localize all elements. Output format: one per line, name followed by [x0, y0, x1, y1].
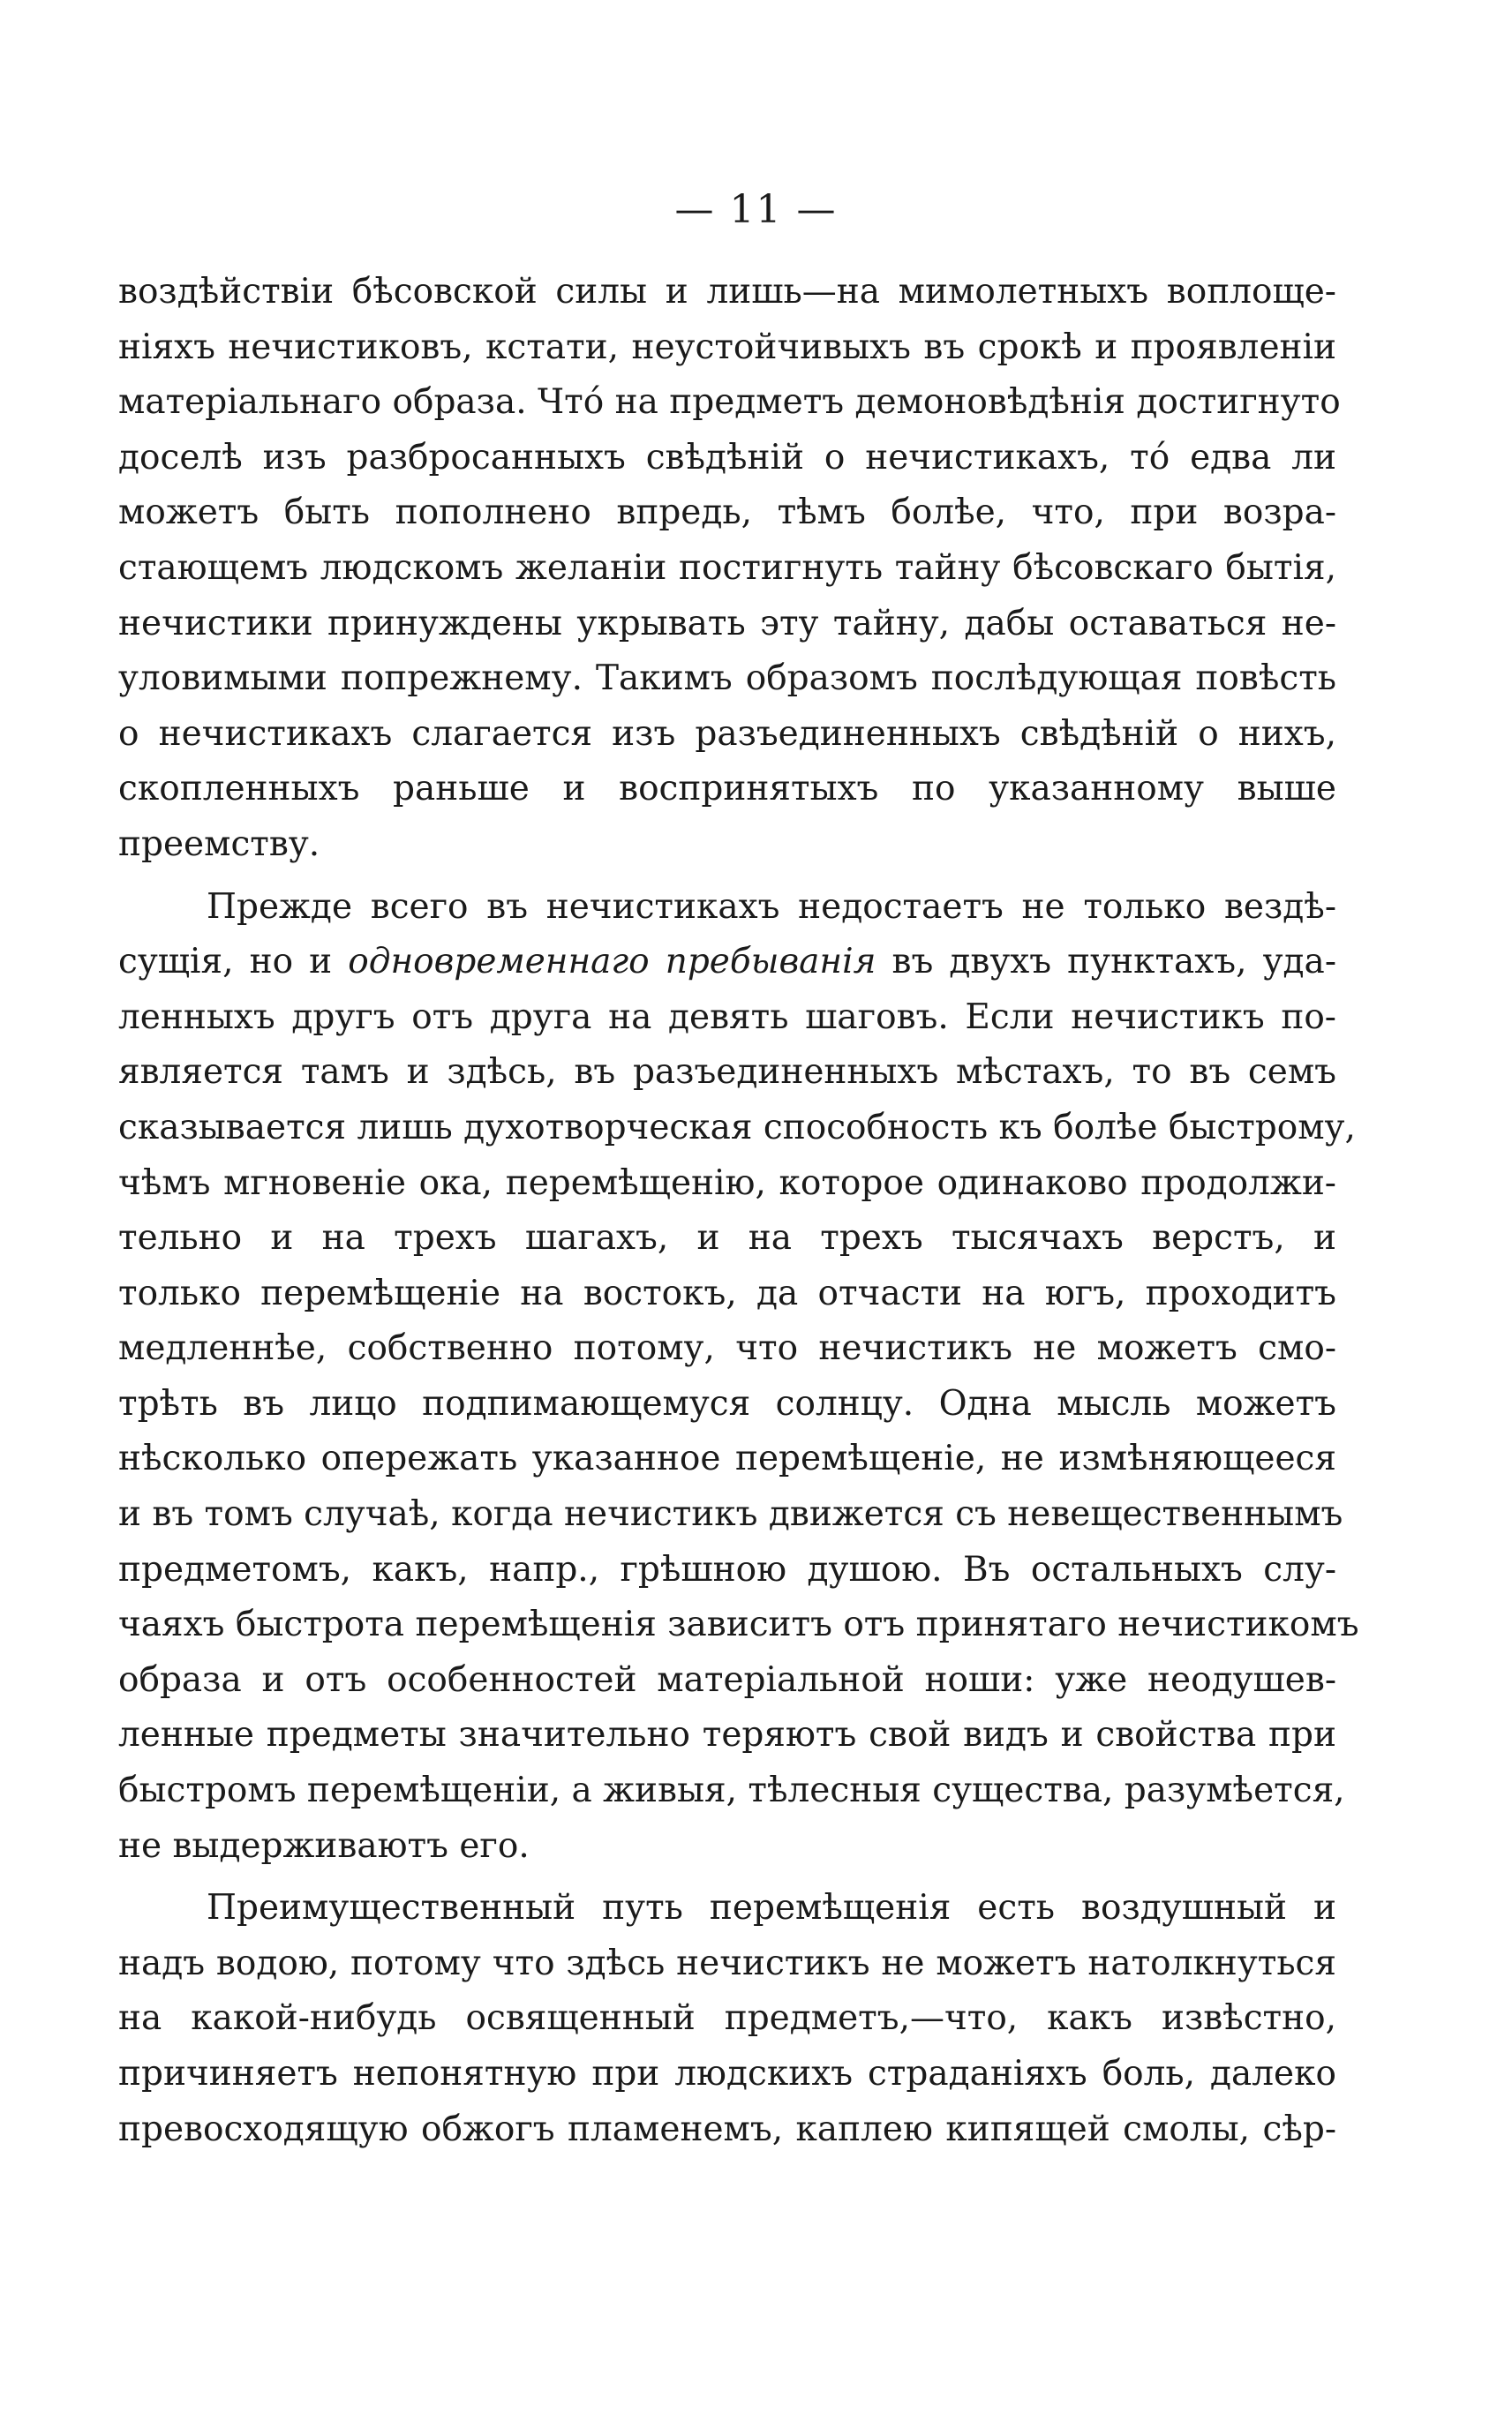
- paragraph-1: [118, 265, 1341, 873]
- text-line: является тамъ и здѣсь, въ разъединенныхъ мѣстахъ, то въ семъ: [118, 1052, 1336, 1093]
- emphasis-text: одновременнаго пребыванія: [348, 942, 876, 982]
- text-line: образа и отъ особенностей матеріальной ноши: уже неодушев-: [118, 1659, 1336, 1700]
- text-line: Преимущественный путь перемѣщенія есть воздушный и: [207, 1888, 1336, 1929]
- text-line: ленныхъ другъ отъ друга на девять шаговъ. Если нечистикъ по-: [118, 996, 1336, 1037]
- text-line-with-emphasis: [118, 935, 1336, 990]
- text-line: причиняетъ непонятную при людскихъ страданіяхъ боль, далеко: [118, 2054, 1336, 2094]
- text-span: сущія, но и: [118, 942, 349, 982]
- text-line: только перемѣщеніе на востокъ, да отчасти на югъ, проходитъ: [118, 1273, 1336, 1313]
- text-line: скопленныхъ раньше и воспринятыхъ по указанному выше: [118, 769, 1336, 809]
- text-line: чаяхъ быстрота перемѣщенія зависитъ отъ принятаго нечистикомъ: [118, 1605, 1359, 1645]
- text-line: тельно и на трехъ шагахъ, и на трехъ тысячахъ верстъ, и: [118, 1218, 1336, 1259]
- text-line: Прежде всего въ нечистикахъ недостаетъ не только вездѣ-: [207, 886, 1336, 927]
- text-line: медленнѣе, собственно потому, что нечистикъ не можетъ смо-: [118, 1328, 1336, 1369]
- text-line: о нечистикахъ слагается изъ разъединенныхъ свѣдѣній о нихъ,: [118, 713, 1336, 754]
- text-line: трѣть въ лицо подпимающемуся солнцу. Одна мысль можетъ: [118, 1383, 1336, 1424]
- body-text: [118, 265, 1359, 2157]
- paragraph-2: [118, 880, 1359, 1875]
- text-line: быстромъ перемѣщеніи, а живыя, тѣлесныя существа, разумѣется,: [118, 1771, 1345, 1811]
- page-number: — 11 —: [674, 187, 838, 232]
- text-line: воздѣйствіи бѣсовской силы и лишь—на мимолетныхъ воплоще-: [118, 272, 1336, 312]
- text-line: уловимыми попрежнему. Такимъ образомъ послѣдующая повѣсть: [118, 658, 1336, 699]
- text-line: ленные предметы значительно теряютъ свой видъ и свойства при: [118, 1715, 1336, 1756]
- text-line: надъ водою, потому что здѣсь нечистикъ не можетъ натолкнуться: [118, 1943, 1336, 1983]
- text-line: нечистики принуждены укрывать эту тайну, дабы оставаться не-: [118, 603, 1336, 643]
- text-line: доселѣ изъ разбросанныхъ свѣдѣній о нечистикахъ, тó едва ли: [118, 437, 1336, 478]
- text-line: не выдерживаютъ его.: [118, 1825, 530, 1866]
- text-line: чѣмъ мгновеніе ока, перемѣщенію, которое одинаково продолжи-: [118, 1162, 1336, 1203]
- text-line: стающемъ людскомъ желаніи постигнуть тайну бѣсовскаго бытія,: [118, 547, 1336, 588]
- text-line: сказывается лишь духотворческая способность къ болѣе быстрому,: [118, 1107, 1356, 1147]
- text-line: преемству.: [118, 823, 320, 864]
- text-line: и въ томъ случаѣ, когда нечистикъ движется съ невещественнымъ: [118, 1494, 1343, 1535]
- text-line: ніяхъ нечистиковъ, кстати, неустойчивыхъ въ срокѣ и проявленіи: [118, 327, 1336, 367]
- text-line: нѣсколько опережать указанное перемѣщеніе, не измѣняющееся: [118, 1439, 1336, 1479]
- text-line: превосходящую обжогъ пламенемъ, каплею кипящей смолы, сѣр-: [118, 2109, 1336, 2149]
- text-line: матеріальнаго образа. Чтó на предметъ демоновѣдѣнія достигнуто: [118, 382, 1341, 423]
- paragraph-3: [118, 1881, 1336, 2157]
- text-span: въ двухъ пунктахъ, уда-: [876, 942, 1336, 982]
- text-line: на какой-нибудь освященный предметъ,—что, какъ извѣстно,: [118, 1998, 1336, 2039]
- text-line: предметомъ, какъ, напр., грѣшною душою. Въ остальныхъ слу-: [118, 1549, 1336, 1590]
- text-line: можетъ быть пополнено впредь, тѣмъ болѣе, что, при возра-: [118, 493, 1336, 533]
